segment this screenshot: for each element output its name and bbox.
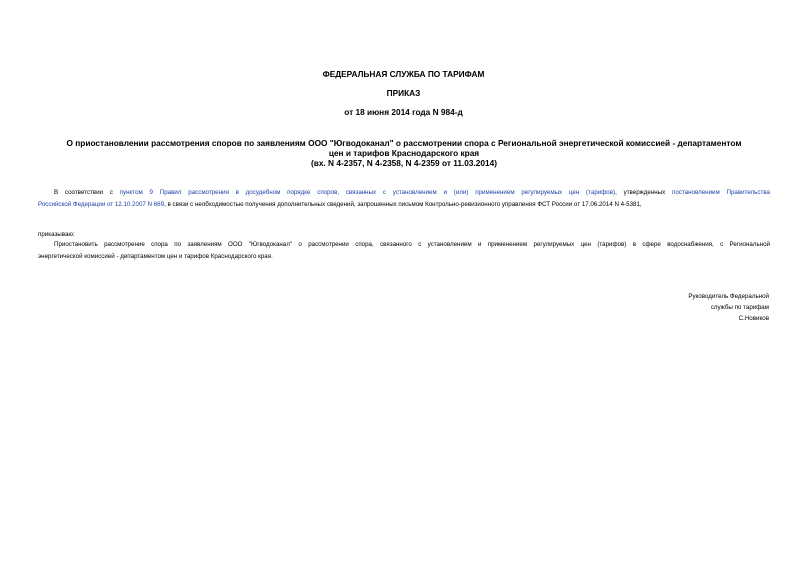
subject-line-3: (вх. N 4-2357, N 4-2358, N 4-2359 от 11.03.2014) xyxy=(310,158,498,168)
document-type: ПРИКАЗ xyxy=(386,88,421,98)
rules-point-9-link[interactable]: пунктом 9 Правил рассмотрения в досудебном порядке споров, связанных с установлением и (или) применением регулируемых цен (тарифов) xyxy=(119,189,616,196)
subject-line-1: О приостановлении рассмотрения споров по заявлениям ООО "Югводоканал" о рассмотрении спора с Региональной энергетической комиссией - департаментом xyxy=(66,138,742,148)
paragraph-order-line-1: Приостановить рассмотрение спора по заявлениям ООО "Югводоканал" о рассмотрении спора, связанного с установлением и применением регулируемых цен (тарифов) в сфере водоснабжения, с Региональной xyxy=(54,241,770,248)
signatory-name: С.Новиков xyxy=(738,315,769,322)
paragraph-basis xyxy=(38,187,770,210)
paragraph-text: , в связи с необходимостью получения дополнительных сведений, запрошенных письмом Контрольно-ревизионного управления ФСТ России от 17.06.2014 N 4-5381, xyxy=(164,200,642,208)
paragraph-text: В соответствии с xyxy=(54,189,120,196)
agency-title: ФЕДЕРАЛЬНАЯ СЛУЖБА ПО ТАРИФАМ xyxy=(322,69,485,79)
document-subject xyxy=(38,138,770,168)
signature-block xyxy=(688,291,769,324)
government-decree-link-continued[interactable]: Российской Федерации от 12.10.2007 N 669 xyxy=(38,200,165,208)
paragraph-basis-line-2 xyxy=(38,199,770,211)
paragraph-basis-line-1 xyxy=(38,187,770,199)
paragraph-text: , утвержденных xyxy=(615,189,672,196)
signature-position-line-1: Руководитель Федеральной xyxy=(688,293,769,300)
signature-position-line-2: службы по тарифам xyxy=(710,304,769,311)
document-date-number: от 18 июня 2014 года N 984-д xyxy=(344,107,463,117)
government-decree-link[interactable]: постановлением Правительства xyxy=(672,189,770,196)
order-word: приказываю: xyxy=(38,231,75,238)
subject-line-2: цен и тарифов Краснодарского края xyxy=(328,148,480,158)
paragraph-order-line-2: энергетической комиссией - департаментом цен и тарифов Краснодарского края. xyxy=(38,252,273,260)
paragraph-order xyxy=(38,239,770,262)
